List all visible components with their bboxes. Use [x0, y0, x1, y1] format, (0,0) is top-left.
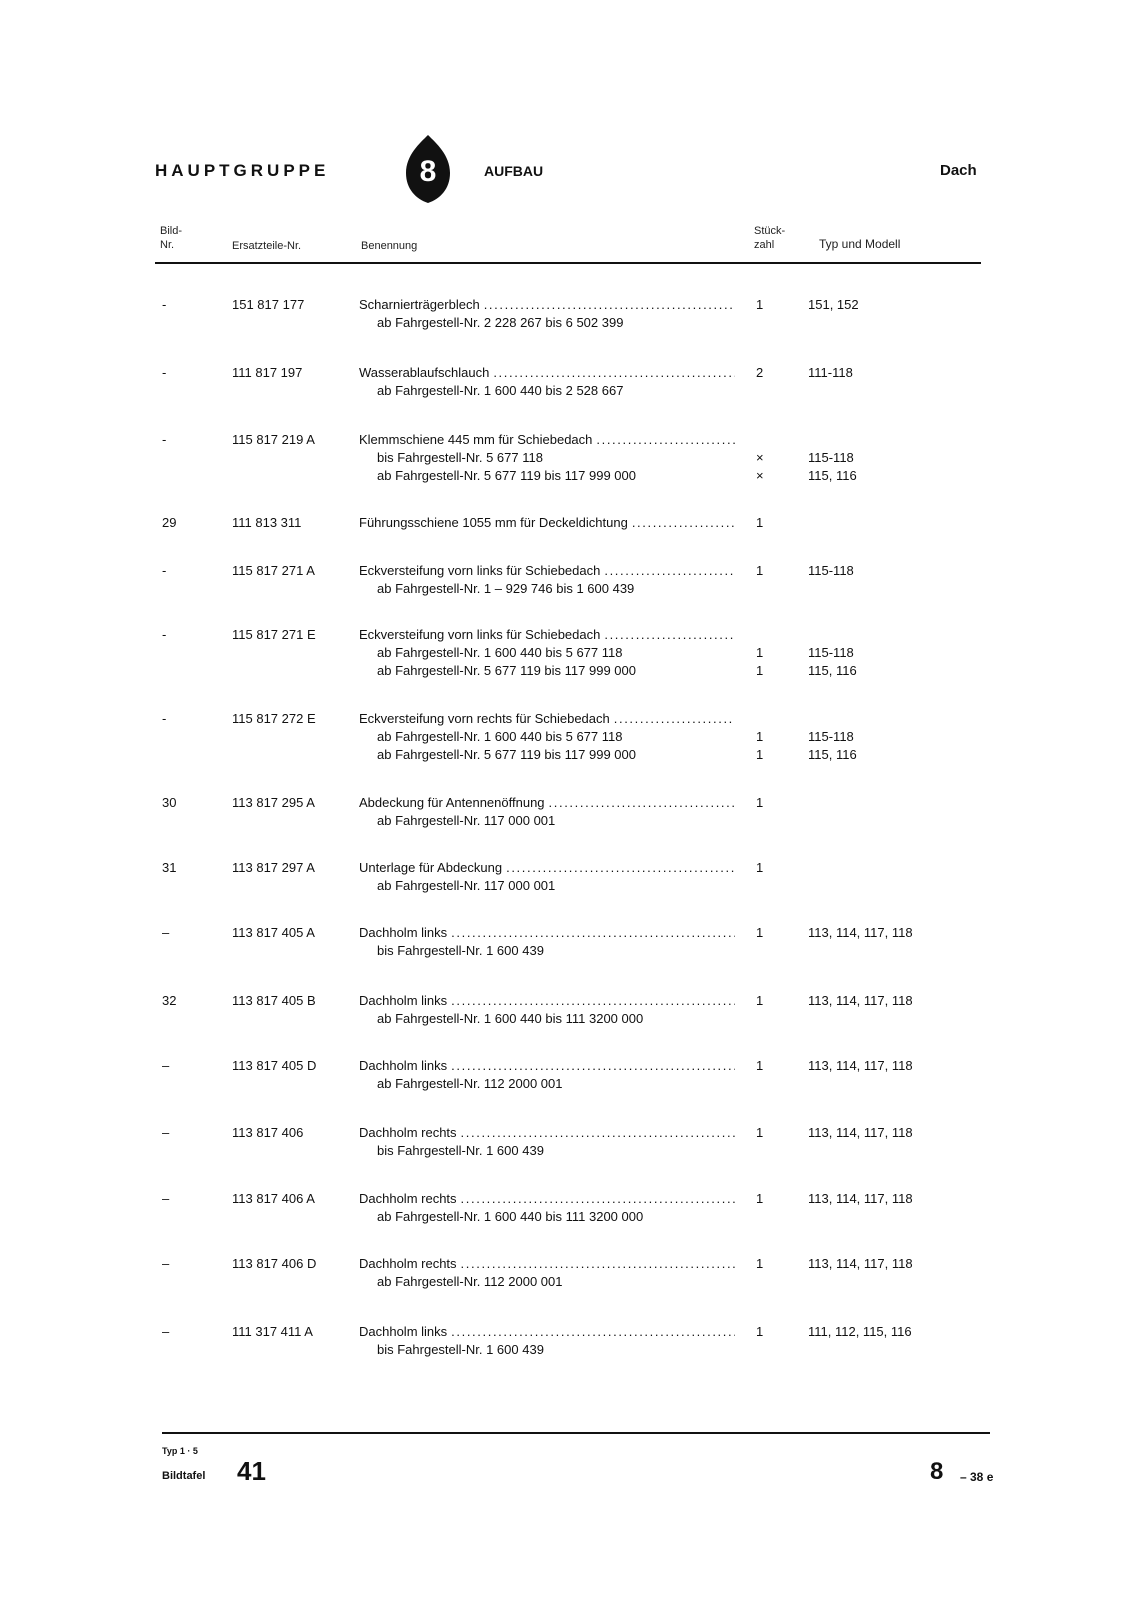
description-subline: ab Fahrgestell-Nr. 1 600 440 bis 2 528 667 [377, 383, 624, 398]
column-header-name: Benennung [361, 240, 418, 252]
cell-bild-nr: – [162, 1058, 170, 1073]
cell-type-model [808, 1057, 913, 1093]
quantity-value [756, 382, 776, 400]
type-model-value: 113, 114, 117, 118 [808, 1191, 913, 1206]
description-subline: ab Fahrgestell-Nr. 2 228 267 bis 6 502 399 [377, 315, 624, 330]
cell-type-model [808, 1323, 912, 1359]
cell-part-number: 115 817 271 A [232, 563, 315, 578]
group-label: HAUPTGRUPPE [155, 161, 330, 180]
cell-part-number: 115 817 271 E [232, 627, 316, 642]
description-text: Dachholm rechts [359, 1191, 457, 1206]
description-subline: ab Fahrgestell-Nr. 5 677 119 bis 117 999 000 [377, 468, 636, 483]
cell-description [359, 514, 735, 532]
leader-dots [604, 562, 735, 580]
type-model-value: 115-118 [808, 450, 854, 465]
type-model-value: 111-118 [808, 365, 853, 380]
leader-dots [451, 1057, 735, 1075]
leader-dots [632, 514, 735, 532]
footer-page-number: 8 [930, 1458, 944, 1485]
leader-dots [614, 710, 735, 728]
description-text: Eckversteifung vorn links für Schiebedach [359, 627, 601, 642]
cell-description [359, 992, 735, 1028]
leader-dots [549, 794, 735, 812]
quantity-value [756, 580, 776, 598]
type-model-value [808, 1010, 913, 1028]
cell-quantity [756, 364, 776, 400]
type-model-value: 113, 114, 117, 118 [808, 1256, 913, 1271]
cell-part-number: 113 817 295 A [232, 795, 315, 810]
group-badge-shape [402, 133, 454, 205]
cell-description [359, 626, 735, 680]
type-model-value [808, 580, 854, 598]
description-text: Dachholm rechts [359, 1256, 457, 1271]
description-text: Dachholm links [359, 993, 448, 1008]
cell-part-number: 113 817 405 D [232, 1058, 317, 1073]
type-model-value [808, 626, 857, 644]
type-model-value: 113, 114, 117, 118 [808, 925, 913, 940]
description-text: Dachholm rechts [359, 1125, 457, 1140]
cell-part-number: 111 317 411 A [232, 1324, 313, 1339]
description-subline: bis Fahrgestell-Nr. 1 600 439 [377, 1342, 544, 1357]
cell-description [359, 794, 735, 830]
type-model-value [808, 314, 859, 332]
cell-type-model [808, 924, 913, 960]
cell-quantity [756, 992, 776, 1028]
description-text: Klemmschiene 445 mm für Schiebedach [359, 432, 593, 447]
leader-dots [506, 859, 735, 877]
column-header-part-no: Ersatzteile-Nr. [232, 240, 302, 252]
quantity-value: 1 [756, 563, 764, 578]
cell-description [359, 296, 735, 332]
leader-dots [461, 1124, 735, 1142]
cell-bild-nr: 32 [162, 993, 177, 1008]
section-name: Dach [940, 162, 977, 179]
cell-type-model [808, 364, 853, 400]
type-model-value: 111, 112, 115, 116 [808, 1324, 912, 1339]
column-header-qty [754, 224, 785, 252]
quantity-value [756, 1010, 776, 1028]
type-model-value: 113, 114, 117, 118 [808, 993, 913, 1008]
cell-bild-nr: – [162, 1191, 170, 1206]
quantity-value: 1 [756, 993, 764, 1008]
cell-type-model [808, 710, 857, 764]
description-text: Wasserablaufschlauch [359, 365, 490, 380]
cell-part-number: 113 817 406 D [232, 1256, 317, 1271]
cell-type-model [808, 1255, 913, 1291]
type-model-value [808, 1273, 913, 1291]
cell-bild-nr: 31 [162, 860, 177, 875]
footer-page-suffix: – 38 e [960, 1470, 994, 1484]
quantity-value: 1 [756, 1058, 764, 1073]
type-model-value [808, 1341, 912, 1359]
type-model-value: 115-118 [808, 645, 854, 660]
quantity-value [756, 942, 776, 960]
description-text: Eckversteifung vorn links für Schiebedach [359, 563, 601, 578]
group-number-badge [402, 133, 454, 205]
cell-type-model [808, 1190, 913, 1226]
description-text: Dachholm links [359, 1058, 448, 1073]
quantity-value: 1 [756, 747, 764, 762]
quantity-value: 1 [756, 795, 764, 810]
cell-quantity [756, 1255, 776, 1291]
type-model-value: 115-118 [808, 563, 854, 578]
cell-description [359, 1124, 735, 1160]
quantity-value: × [756, 450, 764, 465]
leader-dots [461, 1255, 735, 1273]
leader-dots [484, 296, 735, 314]
leader-dots [596, 431, 735, 449]
footer-bildtafel-number: 41 [237, 1456, 266, 1486]
description-subline: ab Fahrgestell-Nr. 1 600 440 bis 5 677 118 [377, 645, 623, 660]
leader-dots [493, 364, 735, 382]
column-header-bild-line2: Nr. [160, 239, 175, 251]
description-subline: bis Fahrgestell-Nr. 5 677 118 [377, 450, 543, 465]
cell-part-number: 151 817 177 [232, 297, 305, 312]
type-model-value: 115, 116 [808, 747, 857, 762]
description-subline: ab Fahrgestell-Nr. 5 677 119 bis 117 999 000 [377, 747, 636, 762]
cell-description [359, 859, 735, 895]
description-subline: bis Fahrgestell-Nr. 1 600 439 [377, 1143, 544, 1158]
description-text: Dachholm links [359, 1324, 448, 1339]
quantity-value [756, 431, 776, 449]
description-subline: ab Fahrgestell-Nr. 112 2000 001 [377, 1076, 563, 1091]
cell-bild-nr: – [162, 1256, 170, 1271]
quantity-value: 1 [756, 925, 764, 940]
cell-bild-nr: 30 [162, 795, 177, 810]
type-model-value: 115-118 [808, 729, 854, 744]
description-text: Scharnierträgerblech [359, 297, 480, 312]
quantity-value [756, 877, 776, 895]
cell-description [359, 924, 735, 960]
cell-quantity [756, 1124, 776, 1160]
leader-dots [461, 1190, 735, 1208]
cell-quantity [756, 794, 776, 830]
description-subline: ab Fahrgestell-Nr. 1 600 440 bis 111 3200 000 [377, 1209, 644, 1224]
cell-type-model [808, 626, 857, 680]
quantity-value [756, 626, 776, 644]
leader-dots [604, 626, 735, 644]
type-model-value [808, 1142, 913, 1160]
cell-part-number: 113 817 297 A [232, 860, 315, 875]
description-text: Abdeckung für Antennenöffnung [359, 795, 545, 810]
type-model-value: 115, 116 [808, 663, 857, 678]
cell-description [359, 431, 735, 485]
cell-part-number: 115 817 219 A [232, 432, 315, 447]
description-text: Führungsschiene 1055 mm für Deckeldichtung [359, 515, 628, 530]
description-subline: bis Fahrgestell-Nr. 1 600 439 [377, 943, 544, 958]
quantity-value [756, 1341, 776, 1359]
group-name: AUFBAU [484, 163, 544, 179]
quantity-value [756, 314, 776, 332]
cell-quantity [756, 1323, 776, 1359]
type-model-value [808, 1208, 913, 1226]
description-subline: ab Fahrgestell-Nr. 112 2000 001 [377, 1274, 563, 1289]
column-header-bild [160, 224, 182, 252]
cell-part-number: 115 817 272 E [232, 711, 316, 726]
description-text: Eckversteifung vorn rechts für Schiebedach [359, 711, 610, 726]
group-number: 8 [419, 155, 437, 188]
type-model-value: 115, 116 [808, 468, 857, 483]
quantity-value: 1 [756, 1324, 764, 1339]
cell-quantity [756, 859, 776, 895]
quantity-value [756, 812, 776, 830]
cell-quantity [756, 562, 776, 598]
cell-quantity [756, 626, 776, 680]
cell-type-model [808, 431, 857, 485]
cell-part-number: 113 817 406 A [232, 1191, 315, 1206]
column-header-bild-line1: Bild- [160, 225, 183, 237]
column-header-qty-line2: zahl [754, 239, 775, 251]
cell-bild-nr: - [162, 297, 167, 312]
description-text: Unterlage für Abdeckung [359, 860, 503, 875]
cell-quantity [756, 710, 776, 764]
type-model-value [808, 431, 857, 449]
quantity-value: × [756, 468, 764, 483]
cell-part-number: 113 817 405 A [232, 925, 315, 940]
cell-description [359, 710, 735, 764]
quantity-value: 1 [756, 729, 764, 744]
cell-part-number: 113 817 405 B [232, 993, 316, 1008]
column-header-qty-line1: Stück- [754, 225, 786, 237]
cell-description [359, 1255, 735, 1291]
quantity-value: 1 [756, 645, 764, 660]
cell-quantity [756, 296, 776, 332]
cell-quantity [756, 431, 776, 485]
leader-dots [451, 992, 735, 1010]
footer-rule [162, 1432, 990, 1434]
type-model-value [808, 942, 913, 960]
cell-bild-nr: 29 [162, 515, 177, 530]
description-subline: ab Fahrgestell-Nr. 117 000 001 [377, 878, 556, 893]
cell-description [359, 562, 735, 598]
type-model-value [808, 1075, 913, 1093]
cell-bild-nr: - [162, 711, 167, 726]
description-subline: ab Fahrgestell-Nr. 117 000 001 [377, 813, 556, 828]
quantity-value [756, 1208, 776, 1226]
cell-part-number: 113 817 406 [232, 1125, 304, 1140]
quantity-value [756, 1273, 776, 1291]
quantity-value: 1 [756, 1125, 764, 1140]
cell-bild-nr: – [162, 1324, 170, 1339]
cell-bild-nr: - [162, 365, 167, 380]
cell-description [359, 1190, 735, 1226]
type-model-value: 151, 152 [808, 297, 859, 312]
cell-type-model [808, 992, 913, 1028]
footer-type: Typ 1 · 5 [162, 1446, 198, 1456]
description-subline: ab Fahrgestell-Nr. 1 600 440 bis 5 677 118 [377, 729, 623, 744]
description-text: Dachholm links [359, 925, 448, 940]
quantity-value [756, 1142, 776, 1160]
type-model-value: 113, 114, 117, 118 [808, 1058, 913, 1073]
header-rule [155, 262, 981, 264]
cell-type-model [808, 1124, 913, 1160]
cell-quantity [756, 924, 776, 960]
quantity-value: 2 [756, 365, 764, 380]
type-model-value: 113, 114, 117, 118 [808, 1125, 913, 1140]
cell-bild-nr: - [162, 627, 167, 642]
description-subline: ab Fahrgestell-Nr. 5 677 119 bis 117 999 000 [377, 663, 636, 678]
cell-bild-nr: - [162, 563, 167, 578]
quantity-value: 1 [756, 1256, 764, 1271]
cell-quantity [756, 1057, 776, 1093]
leader-dots [451, 924, 735, 942]
cell-description [359, 1057, 735, 1093]
quantity-value: 1 [756, 663, 764, 678]
description-subline: ab Fahrgestell-Nr. 1 600 440 bis 111 3200 000 [377, 1011, 644, 1026]
description-subline: ab Fahrgestell-Nr. 1 – 929 746 bis 1 600 439 [377, 581, 635, 596]
cell-type-model [808, 296, 859, 332]
type-model-value [808, 710, 857, 728]
cell-type-model [808, 562, 854, 598]
quantity-value [756, 1075, 776, 1093]
cell-description [359, 1323, 735, 1359]
cell-bild-nr: – [162, 925, 170, 940]
footer-bildtafel-label: Bildtafel [162, 1470, 206, 1482]
quantity-value: 1 [756, 860, 764, 875]
quantity-value: 1 [756, 1191, 764, 1206]
cell-quantity [756, 1190, 776, 1226]
cell-bild-nr: - [162, 432, 167, 447]
cell-description [359, 364, 735, 400]
quantity-value: 1 [756, 297, 764, 312]
cell-part-number: 111 817 197 [232, 365, 303, 380]
cell-part-number: 111 813 311 [232, 515, 302, 530]
cell-bild-nr: – [162, 1125, 170, 1140]
cell-quantity [756, 514, 776, 532]
quantity-value [756, 710, 776, 728]
leader-dots [451, 1323, 735, 1341]
column-header-type: Typ und Modell [819, 237, 901, 251]
quantity-value: 1 [756, 515, 764, 530]
type-model-value [808, 382, 853, 400]
